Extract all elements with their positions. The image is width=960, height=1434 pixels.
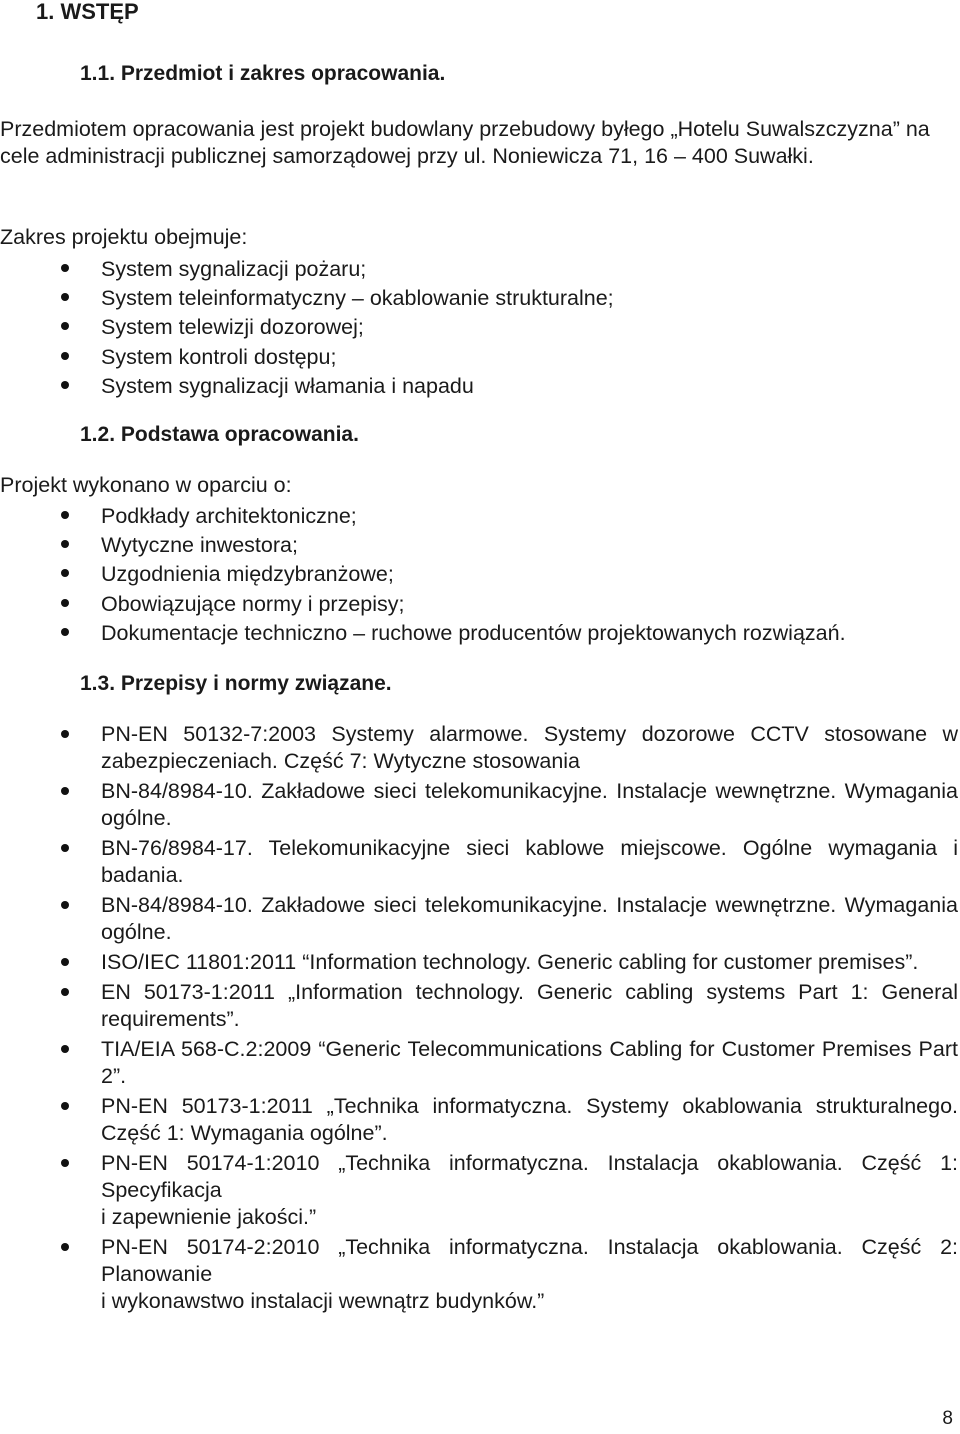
bullet-icon xyxy=(61,322,69,330)
list-item xyxy=(0,255,614,284)
list-item xyxy=(0,502,846,531)
list-item-text: Podkłady architektoniczne; xyxy=(101,504,357,528)
subject-paragraph: Przedmiotem opracowania jest projekt budowlany przebudowy byłego „Hotelu Suwalszczyzna” na cele administracji publicznej samorządowej przy ul. Noniewicza 71, 16 – 400 Suwałki. xyxy=(0,117,930,168)
norm-item-text: EN 50173-1:2011 „Information technology. Generic cabling systems Part 1: General requirements”. xyxy=(101,980,958,1031)
norm-item-text: BN-84/8984-10. Zakładowe sieci telekomunikacyjne. Instalacje wewnętrzne. Wymagania ogólne. xyxy=(101,779,958,830)
bullet-icon xyxy=(61,958,69,966)
bullet-icon xyxy=(61,352,69,360)
norm-item xyxy=(0,1234,958,1315)
list-item xyxy=(0,343,614,372)
section-heading-wstep: 1. WSTĘP xyxy=(36,0,139,24)
norm-item-text: ISO/IEC 11801:2011 “Information technology. Generic cabling for customer premises”. xyxy=(101,950,919,974)
bullet-icon xyxy=(61,1159,69,1167)
norm-item-text: PN-EN 50132-7:2003 Systemy alarmowe. Systemy dozorowe CCTV stosowane w zabezpieczeniach. Część 7: Wytyczne stosowania xyxy=(101,722,958,773)
norm-item xyxy=(0,721,958,775)
list-item xyxy=(0,284,614,313)
list-item xyxy=(0,531,846,560)
norm-item xyxy=(0,979,958,1033)
list-item-text: Wytyczne inwestora; xyxy=(101,533,298,558)
list-item xyxy=(0,560,846,589)
list-item-text: System sygnalizacji włamania i napadu xyxy=(101,373,474,398)
bullet-icon xyxy=(61,1045,69,1053)
norm-item-text: PN-EN 50173-1:2011 „Technika informatyczna. Systemy okablowania strukturalnego. Część 1: Wymagania ogólne”. xyxy=(101,1094,958,1145)
list-item xyxy=(0,590,846,619)
bullet-icon xyxy=(61,901,69,909)
list-item xyxy=(0,619,846,648)
norm-item-text: PN-EN 50174-1:2010 „Technika informatyczna. Instalacja okablowania. Część 1: Specyfikacja i zapewnienie jakości.” xyxy=(101,1151,958,1229)
bullet-icon xyxy=(61,264,69,272)
list-item-text: Obowiązujące normy i przepisy; xyxy=(101,591,405,616)
basis-intro: Projekt wykonano w oparciu o: xyxy=(0,473,292,497)
bullet-icon xyxy=(61,511,69,519)
norm-item xyxy=(0,949,958,976)
scope-list xyxy=(0,255,614,401)
bullet-icon xyxy=(61,540,69,548)
norm-item-text: BN-76/8984-17. Telekomunikacyjne sieci kablowe miejscowe. Ogólne wymagania i badania. xyxy=(101,836,958,887)
norm-item xyxy=(0,1093,958,1147)
bullet-icon xyxy=(61,988,69,996)
bullet-icon xyxy=(61,1243,69,1251)
bullet-icon xyxy=(61,293,69,301)
list-item-text: System teleinformatyczny – okablowanie strukturalne; xyxy=(101,286,614,311)
page-number: 8 xyxy=(942,1408,953,1429)
bullet-icon xyxy=(61,628,69,636)
norm-item-text: BN-84/8984-10. Zakładowe sieci telekomunikacyjne. Instalacje wewnętrzne. Wymagania ogólne. xyxy=(101,893,958,944)
norm-item xyxy=(0,1036,958,1090)
subsection-heading-basis: 1.2. Podstawa opracowania. xyxy=(80,423,359,446)
bullet-icon xyxy=(61,1102,69,1110)
subsection-heading-norms: 1.3. Przepisy i normy związane. xyxy=(80,672,392,695)
list-item xyxy=(0,372,614,401)
list-item xyxy=(0,313,614,342)
subsection-heading-subject: 1.1. Przedmiot i zakres opracowania. xyxy=(80,62,446,85)
scope-intro: Zakres projektu obejmuje: xyxy=(0,225,248,249)
norm-item xyxy=(0,892,958,946)
norm-item-text: PN-EN 50174-2:2010 „Technika informatyczna. Instalacja okablowania. Część 2: Planowanie i wykonawstwo instalacji wewnątrz budynków.” xyxy=(101,1235,958,1313)
list-item-text: Uzgodnienia międzybranżowe; xyxy=(101,562,394,587)
list-item-text: System kontroli dostępu; xyxy=(101,344,337,369)
norm-item xyxy=(0,835,958,889)
basis-list xyxy=(0,502,846,648)
bullet-icon xyxy=(61,569,69,577)
norm-item xyxy=(0,1150,958,1231)
list-item-text: System sygnalizacji pożaru; xyxy=(101,257,367,281)
bullet-icon xyxy=(61,730,69,738)
bullet-icon xyxy=(61,844,69,852)
list-item-text: Dokumentacje techniczno – ruchowe producentów projektowanych rozwiązań. xyxy=(101,620,846,645)
list-item-text: System telewizji dozorowej; xyxy=(101,315,364,340)
norm-item-text: TIA/EIA 568-C.2:2009 “Generic Telecommunications Cabling for Customer Premises Part 2”. xyxy=(101,1037,958,1088)
bullet-icon xyxy=(61,787,69,795)
norms-list xyxy=(0,721,958,1318)
norm-item xyxy=(0,778,958,832)
bullet-icon xyxy=(61,381,69,389)
bullet-icon xyxy=(61,599,69,607)
